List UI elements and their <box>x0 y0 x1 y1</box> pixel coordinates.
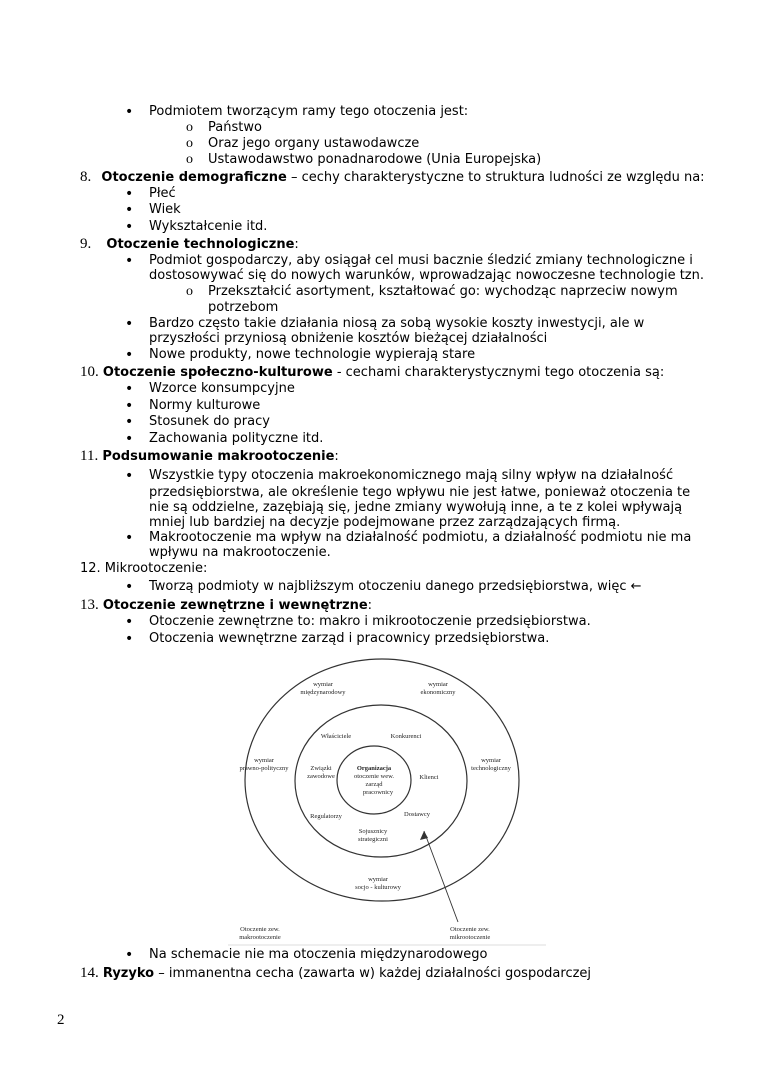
diagram-note: • Na schemacie nie ma otoczenia międzynarodowego <box>149 947 487 963</box>
label: wymiar <box>481 757 501 764</box>
caption: mikrootoczenie <box>449 934 491 941</box>
label: prawno-polityczny <box>239 765 289 772</box>
list-item: • Bardzo często takie działania niosą za sobą wysokie koszty inwestycji, ale w <box>149 316 644 332</box>
sub-item: o Przekształcić asortyment, kształtować go: wychodząc naprzeciw nowym <box>208 284 678 300</box>
section-8-heading: 8. Otoczenie demograficzne – cechy charakterystyczne to struktura ludności ze względu na: <box>80 169 705 185</box>
section-14-heading: 14. Ryzyko – immanentna cecha (zawarta w) każdej działalności gospodarczej <box>80 965 592 981</box>
label: międzynarodowy <box>300 689 346 696</box>
label: Dostawcy <box>404 811 430 818</box>
inner-ring <box>337 746 411 814</box>
label: wymiar <box>254 757 274 764</box>
list-item: • Zachowania polityczne itd. <box>149 431 323 447</box>
environment-diagram <box>228 656 548 948</box>
list-item: • Stosunek do pracy <box>149 414 270 430</box>
list-item-cont: wpływu na makrootoczenie. <box>149 545 331 560</box>
sub-item-cont: potrzebom <box>208 300 279 315</box>
list-item-cont: przyszłości przyniosą obniżenie kosztów bieżącej działalności <box>149 331 548 346</box>
caption: Otoczenie zew. <box>240 926 280 933</box>
list-item: • Tworzą podmioty w najbliższym otoczeniu danego przedsiębiorstwa, więc ← <box>149 579 642 595</box>
outer-ring <box>245 659 519 901</box>
list-item: • Makrootoczenie ma wpływ na działalność podmiotu, a działalność podmiotu nie ma <box>149 530 691 546</box>
caption: makrootoczenie <box>239 934 281 941</box>
label: zarząd <box>365 781 383 788</box>
list-item: • Płeć <box>149 186 176 202</box>
label: ekonomiczny <box>420 689 456 696</box>
list-item: • Otoczenia wewnętrzne zarząd i pracownicy przedsiębiorstwa. <box>149 631 549 647</box>
arrow-line <box>424 831 458 922</box>
list-item: • Otoczenie zewnętrzne to: makro i mikrootoczenie przedsiębiorstwa. <box>149 614 591 630</box>
section-11-heading: 11. Podsumowanie makrootoczenie: <box>80 448 339 464</box>
list-item: • Wykształcenie itd. <box>149 219 267 235</box>
intro-sub-item: o Oraz jego organy ustawodawcze <box>208 136 419 152</box>
list-item: • Wszystkie typy otoczenia makroekonomicznego mają silny wpływ na działalność <box>149 468 673 484</box>
label: socjo - kulturowy <box>355 884 401 891</box>
list-item-cont: mniej lub bardziej na decyzje podejmowane przez zarządzających firmą. <box>149 515 621 530</box>
section-10-heading: 10. Otoczenie społeczno-kulturowe - cechami charakterystycznymi tego otoczenia są: <box>80 364 665 380</box>
list-item-cont: przedsiębiorstwa, ale określenie tego wpływu nie jest łatwe, ponieważ otoczenia te <box>149 485 691 500</box>
list-item: • Normy kulturowe <box>149 398 260 414</box>
intro-sub-item: o Ustawodawstwo ponadnarodowe (Unia Europejska) <box>208 152 541 168</box>
list-item: • Podmiot gospodarczy, aby osiągał cel musi bacznie śledzić zmiany technologiczne i <box>149 253 693 269</box>
label: technologiczny <box>471 765 511 772</box>
list-item-cont: dostosowywać się do nowych warunków, wprowadzając nowoczesne technologie tzn. <box>149 268 705 283</box>
label: wymiar <box>368 876 388 883</box>
label: strategiczni <box>358 836 388 843</box>
label: Organizacja <box>356 765 392 772</box>
caption: Otoczenie zew. <box>450 926 490 933</box>
label: pracownicy <box>362 789 394 796</box>
label: otoczenie wew. <box>353 773 395 780</box>
list-item-cont: nie są oddzielne, zazębiają się, jedne zmiany wywołują inne, a te z kolei wpływają <box>149 500 683 515</box>
label: wymiar <box>428 681 448 688</box>
list-item: • Wiek <box>149 202 181 218</box>
label: Sojusznicy <box>358 828 388 835</box>
list-item: • Wzorce konsumpcyjne <box>149 381 295 397</box>
label: Regulatorzy <box>310 813 342 820</box>
intro-sub-item: o Państwo <box>208 120 262 136</box>
page-number: 2 <box>57 1012 65 1028</box>
section-12-heading: 12. Mikrootoczenie: <box>80 561 208 576</box>
intro-bullet: • Podmiotem tworzącym ramy tego otoczenia jest: <box>149 104 468 120</box>
label: Właściciele <box>320 733 352 740</box>
label: Konkurenci <box>390 733 422 740</box>
label: Związki <box>310 765 332 772</box>
section-13-heading: 13. Otoczenie zewnętrzne i wewnętrzne: <box>80 597 373 613</box>
label: Klienci <box>419 774 439 781</box>
list-item: • Nowe produkty, nowe technologie wypierają stare <box>149 347 475 363</box>
label: wymiar <box>313 681 333 688</box>
section-9-heading: 9. Otoczenie technologiczne: <box>80 236 299 252</box>
label: zawodowe <box>307 773 335 780</box>
